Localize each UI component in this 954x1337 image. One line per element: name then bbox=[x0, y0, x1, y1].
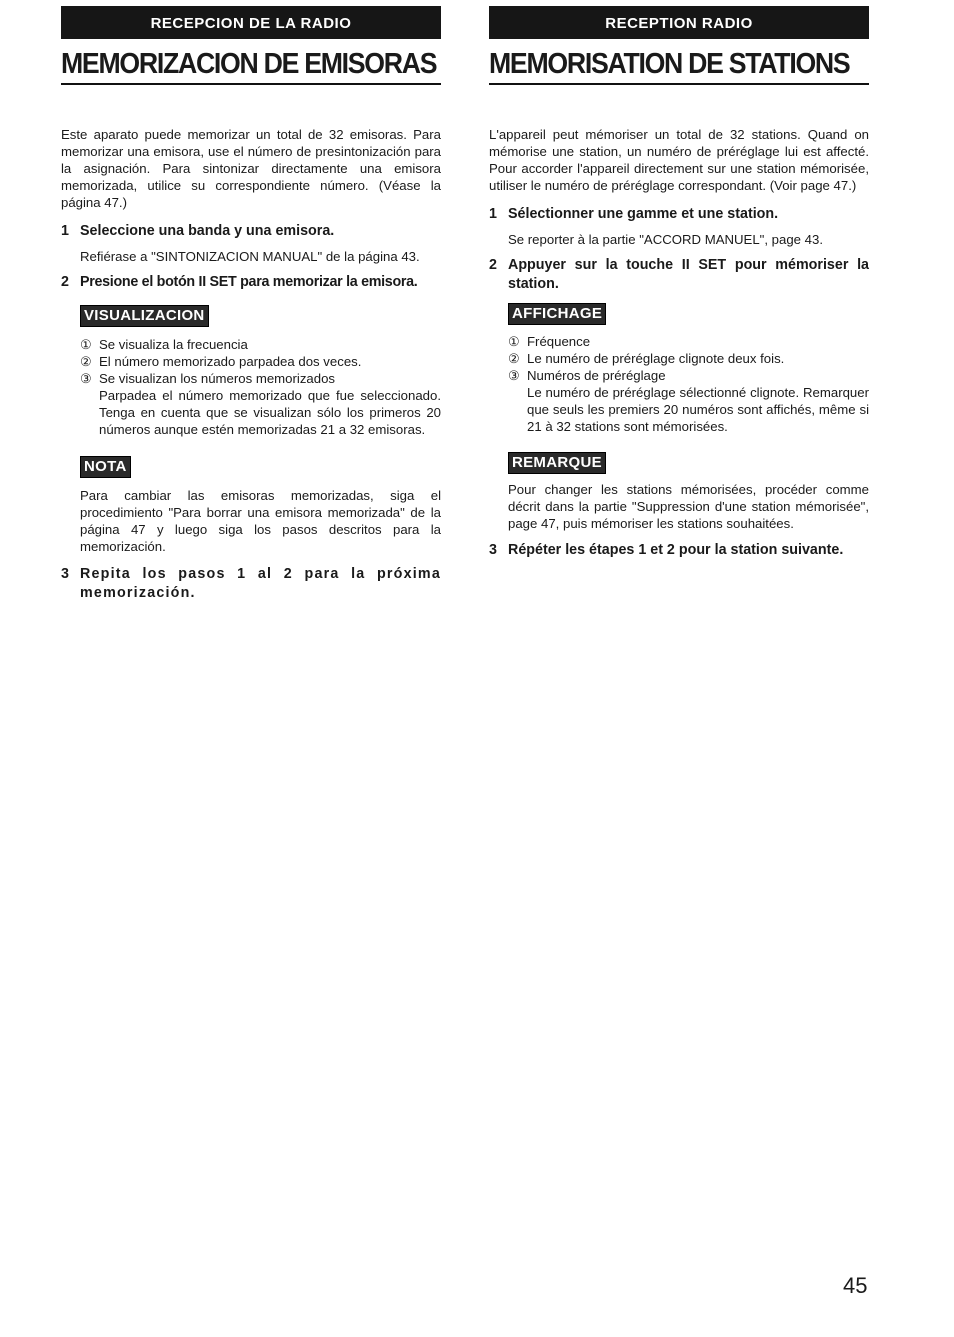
item-text: Fréquence bbox=[527, 334, 591, 349]
step-text: Seleccione una banda y una emisora. bbox=[80, 223, 335, 239]
note-text: Pour changer les stations mémorisées, procéder comme décrit dans la partie "Suppression d'une station mémorisée", page 47, puis mémoriser les stations souhaitées. bbox=[508, 482, 869, 531]
step-1-note: Refiérase a "SINTONIZACION MANUAL" de la página 43. bbox=[80, 249, 420, 264]
display-label-wrap bbox=[80, 305, 441, 327]
page-number: 45 bbox=[843, 1273, 868, 1298]
note-text: Para cambiar las emisoras memorizadas, siga el procedimiento "Para borrar una emisora memorizada" de la página 47 y luego siga los pasos descritos para la memorización. bbox=[80, 488, 441, 554]
step-1-note: Se reporter à la partie "ACCORD MANUEL", page 43. bbox=[508, 232, 824, 247]
item-text: Le numéro de préréglage clignote deux fois. bbox=[527, 351, 785, 366]
list-item bbox=[508, 333, 869, 350]
note-label-wrap bbox=[508, 452, 869, 474]
item-text: Se visualizan los números memorizados bbox=[99, 371, 336, 386]
title-rule bbox=[489, 83, 869, 85]
circled-number: ① bbox=[80, 337, 92, 352]
list-item bbox=[80, 353, 441, 370]
section-banner: RECEPCION DE LA RADIO bbox=[61, 6, 441, 39]
step-1 bbox=[61, 222, 441, 241]
list-item bbox=[508, 367, 869, 384]
display-list bbox=[508, 333, 869, 435]
circled-number: ② bbox=[80, 354, 92, 369]
title-rule bbox=[61, 83, 441, 85]
step-number: 1 bbox=[61, 223, 69, 239]
step-text: Repita los pasos 1 al 2 para la próxima memorización. bbox=[80, 566, 441, 601]
step-number: 1 bbox=[489, 206, 497, 222]
step-3 bbox=[61, 565, 441, 603]
display-extra-text: Parpadea el número memorizado que fue seleccionado. Tenga en cuenta que se visualizan sólo los primeros 20 números aunque estén memorizadas 21 a 32 emisoras. bbox=[99, 388, 441, 437]
step-text: Presione el botón II SET para memorizar la emisora. bbox=[80, 274, 418, 290]
intro-paragraph: Este aparato puede memorizar un total de 32 emisoras. Para memorizar una emisora, use el número de presintonización para la asignación. Para sintonizar directamente una emisora memorizada, utilice su correspondiente número. (Véase la página 47.) bbox=[61, 127, 441, 210]
item-text: Se visualiza la frecuencia bbox=[99, 337, 248, 352]
item-text: El número memorizado parpadea dos veces. bbox=[99, 354, 362, 369]
step-1 bbox=[489, 205, 869, 224]
step-number: 2 bbox=[61, 274, 69, 290]
step-text: Répéter les étapes 1 et 2 pour la station suivante. bbox=[508, 542, 844, 558]
circled-number: ③ bbox=[508, 368, 520, 383]
display-label: VISUALIZACION bbox=[80, 305, 209, 327]
step-number: 3 bbox=[61, 566, 71, 582]
note-label: REMARQUE bbox=[508, 452, 606, 474]
display-extra-text: Le numéro de préréglage sélectionné clignote. Remarquer que seuls les premiers 20 numéros sont affichés, même si 21 à 32 stations sont mémorisées. bbox=[527, 385, 869, 434]
display-label-wrap bbox=[508, 303, 869, 325]
list-item bbox=[80, 336, 441, 353]
display-label: AFFICHAGE bbox=[508, 303, 606, 325]
step-2 bbox=[61, 273, 441, 292]
item-text: Numéros de préréglage bbox=[527, 368, 666, 383]
step-2 bbox=[489, 256, 869, 294]
display-list bbox=[80, 336, 441, 438]
section-banner: RECEPTION RADIO bbox=[489, 6, 869, 39]
list-item bbox=[80, 370, 441, 387]
step-number: 3 bbox=[489, 542, 497, 558]
step-3 bbox=[489, 541, 869, 560]
step-text: Sélectionner une gamme et une station. bbox=[508, 206, 779, 222]
intro-paragraph: L'appareil peut mémoriser un total de 32 stations. Quand on mémorise une station, un numéro de préréglage lui est affecté. Pour accorder l'appareil directement sur une station mémorisée, utiliser le numéro de préréglage correspondant. (Voir page 47.) bbox=[489, 127, 869, 193]
note-label: NOTA bbox=[80, 456, 131, 478]
page-title: MEMORISATION DE STATIONS bbox=[489, 48, 850, 80]
step-number: 2 bbox=[489, 257, 497, 273]
circled-number: ② bbox=[508, 351, 520, 366]
list-item bbox=[508, 350, 869, 367]
note-label-wrap bbox=[80, 456, 441, 478]
page-title: MEMORIZACION DE EMISORAS bbox=[61, 48, 437, 80]
step-text: Appuyer sur la touche II SET pour mémoriser la station. bbox=[508, 257, 869, 292]
spanish-column bbox=[61, 6, 441, 603]
french-column bbox=[489, 6, 869, 560]
circled-number: ③ bbox=[80, 371, 92, 386]
circled-number: ① bbox=[508, 334, 520, 349]
